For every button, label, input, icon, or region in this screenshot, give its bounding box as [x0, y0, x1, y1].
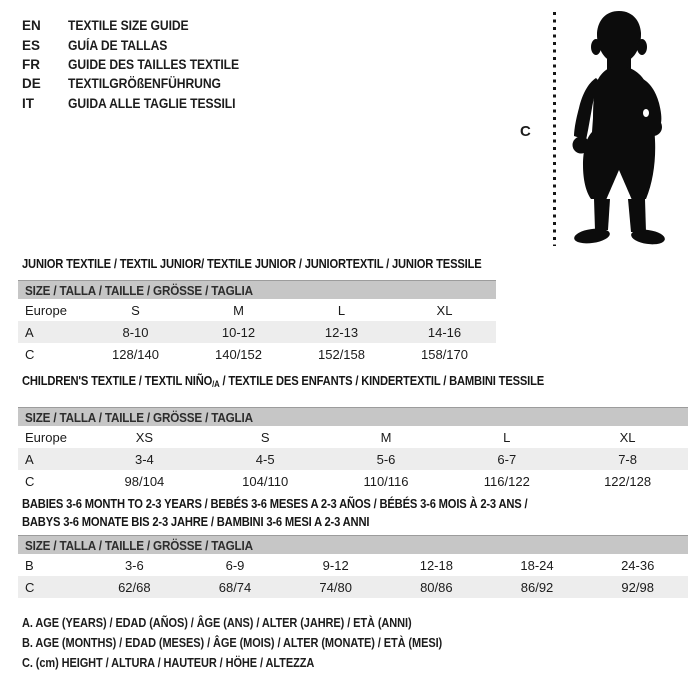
table-row-height — [18, 576, 688, 598]
section-title-text — [22, 373, 544, 389]
value-cell: 3-4 — [135, 451, 154, 467]
language-row-en — [22, 16, 258, 35]
language-title: GUIDA ALLE TAGLIE TESSILI — [68, 95, 236, 111]
size-header-bar — [18, 535, 688, 554]
language-row-es — [22, 35, 258, 54]
value-cell: 128/140 — [112, 346, 159, 362]
value-cell: 98/104 — [124, 473, 165, 489]
value-cell: 152/158 — [318, 346, 365, 362]
row-label: C — [25, 579, 35, 595]
language-code: EN — [22, 18, 41, 34]
value-cell: 86/92 — [520, 579, 554, 595]
value-cell: 3-6 — [124, 557, 144, 573]
legend-text: A. AGE (YEARS) / EDAD (AÑOS) / ÂGE (ANS) / ALTER (JAHRE) / ETÀ (ANNI) — [22, 616, 412, 630]
language-title: GUÍA DE TALLAS — [68, 37, 168, 53]
section-title-line-1: BABIES 3-6 MONTH TO 2-3 YEARS / BEBÉS 3-6 MESES A 2-3 AÑOS / BÉBÉS 3-6 MOIS À 2-3 ANS / — [22, 496, 528, 511]
size-cell: M — [233, 302, 244, 318]
language-row-it — [22, 94, 258, 113]
value-cell: 18-24 — [520, 557, 554, 573]
value-cell: 12-13 — [324, 324, 359, 340]
legend-text: B. AGE (MONTHS) / EDAD (MESES) / ÂGE (MOIS) / ALTER (MONATE) / ETÀ (MESI) — [22, 636, 443, 650]
size-header-text: SIZE / TALLA / TAILLE / GRÖSSE / TAGLIA — [25, 409, 253, 425]
row-label: B — [25, 557, 34, 573]
legend — [22, 613, 499, 673]
title-pre: CHILDREN'S TEXTILE / TEXTIL NIÑO — [22, 373, 213, 388]
value-cell: 12-18 — [419, 557, 453, 573]
size-header-text: SIZE / TALLA / TAILLE / GRÖSSE / TAGLIA — [25, 537, 253, 553]
title-subscript: /A — [212, 379, 220, 389]
language-code: ES — [22, 37, 41, 53]
language-title: TEXTILE SIZE GUIDE — [68, 18, 189, 34]
language-list — [22, 16, 258, 113]
row-label: A — [25, 324, 34, 340]
value-cell: 10-12 — [221, 324, 256, 340]
size-header-bar — [18, 407, 688, 426]
legend-text: C. (cm) HEIGHT / ALTURA / HAUTEUR / HÖHE / ALTEZZA — [22, 656, 315, 670]
row-label: C — [25, 473, 35, 489]
section-title-line-2: BABYS 3-6 MONATE BIS 2-3 JAHRE / BAMBINI 3-6 MESI A 2-3 ANNI — [22, 513, 370, 529]
value-cell: 122/128 — [604, 473, 652, 489]
language-title: TEXTILGRÖßENFÜHRUNG — [68, 76, 221, 92]
legend-line-a — [22, 613, 499, 633]
language-row-de — [22, 74, 258, 93]
babies-textile-table — [18, 535, 688, 598]
language-code: FR — [22, 56, 40, 72]
size-cell: M — [380, 429, 392, 445]
size-cell: L — [503, 429, 511, 445]
childrens-textile-section-title — [22, 373, 629, 389]
table-row-age-years — [18, 321, 496, 343]
size-header-text: SIZE / TALLA / TAILLE / GRÖSSE / TAGLIA — [25, 282, 253, 298]
row-label: A — [25, 451, 34, 467]
toddler-silhouette-shape — [573, 11, 666, 246]
language-code: DE — [22, 76, 41, 92]
height-measure-dotted-line — [553, 12, 556, 246]
height-measure-label: C — [520, 123, 531, 140]
value-cell: 158/170 — [421, 346, 468, 362]
value-cell: 6-7 — [497, 451, 517, 467]
row-label: C — [25, 346, 35, 362]
size-cell: S — [131, 302, 140, 318]
language-title: GUIDE DES TAILLES TEXTILE — [68, 56, 240, 72]
value-cell: 9-12 — [322, 557, 349, 573]
row-label: Europe — [25, 429, 67, 445]
legend-line-c — [22, 653, 499, 673]
table-row-europe — [18, 426, 688, 448]
size-cell: XS — [135, 429, 154, 445]
value-cell: 140/152 — [215, 346, 262, 362]
junior-textile-section-title — [22, 256, 556, 271]
value-cell: 104/110 — [242, 473, 289, 489]
value-cell: 74/80 — [319, 579, 352, 595]
value-cell: 116/122 — [483, 473, 530, 489]
size-header-bar — [18, 280, 496, 299]
value-cell: 14-16 — [427, 324, 462, 340]
value-cell: 4-5 — [255, 451, 275, 467]
value-cell: 80/86 — [420, 579, 453, 595]
row-label: Europe — [25, 302, 67, 318]
value-cell: 7-8 — [618, 451, 637, 467]
value-cell: 5-6 — [376, 451, 396, 467]
value-cell: 62/68 — [118, 579, 151, 595]
language-row-fr — [22, 55, 258, 74]
size-cell: L — [337, 302, 346, 318]
value-cell: 6-9 — [225, 557, 245, 573]
value-cell: 110/116 — [363, 473, 409, 489]
value-cell: 8-10 — [122, 324, 149, 340]
babies-textile-section-title — [22, 495, 610, 530]
table-row-age-years — [18, 448, 688, 470]
section-title-text: JUNIOR TEXTILE / TEXTIL JUNIOR/ TEXTILE JUNIOR / JUNIORTEXTIL / JUNIOR TESSILE — [22, 256, 482, 271]
size-cell: XL — [619, 429, 636, 445]
table-row-age-months — [18, 554, 688, 576]
junior-textile-table — [18, 280, 496, 365]
language-code: IT — [22, 95, 34, 111]
size-cell: S — [260, 429, 270, 445]
value-cell: 24-36 — [621, 557, 655, 573]
table-row-height — [18, 470, 688, 492]
legend-line-b — [22, 633, 499, 653]
table-row-europe — [18, 299, 496, 321]
value-cell: 92/98 — [621, 579, 654, 595]
table-row-height — [18, 343, 496, 365]
size-cell: XL — [436, 302, 453, 318]
childrens-textile-table — [18, 407, 688, 492]
toddler-figure — [510, 6, 700, 254]
title-post: / TEXTILE DES ENFANTS / KINDERTEXTIL / BAMBINI TESSILE — [219, 373, 545, 388]
toddler-silhouette-icon — [562, 6, 696, 252]
value-cell: 68/74 — [218, 579, 252, 595]
